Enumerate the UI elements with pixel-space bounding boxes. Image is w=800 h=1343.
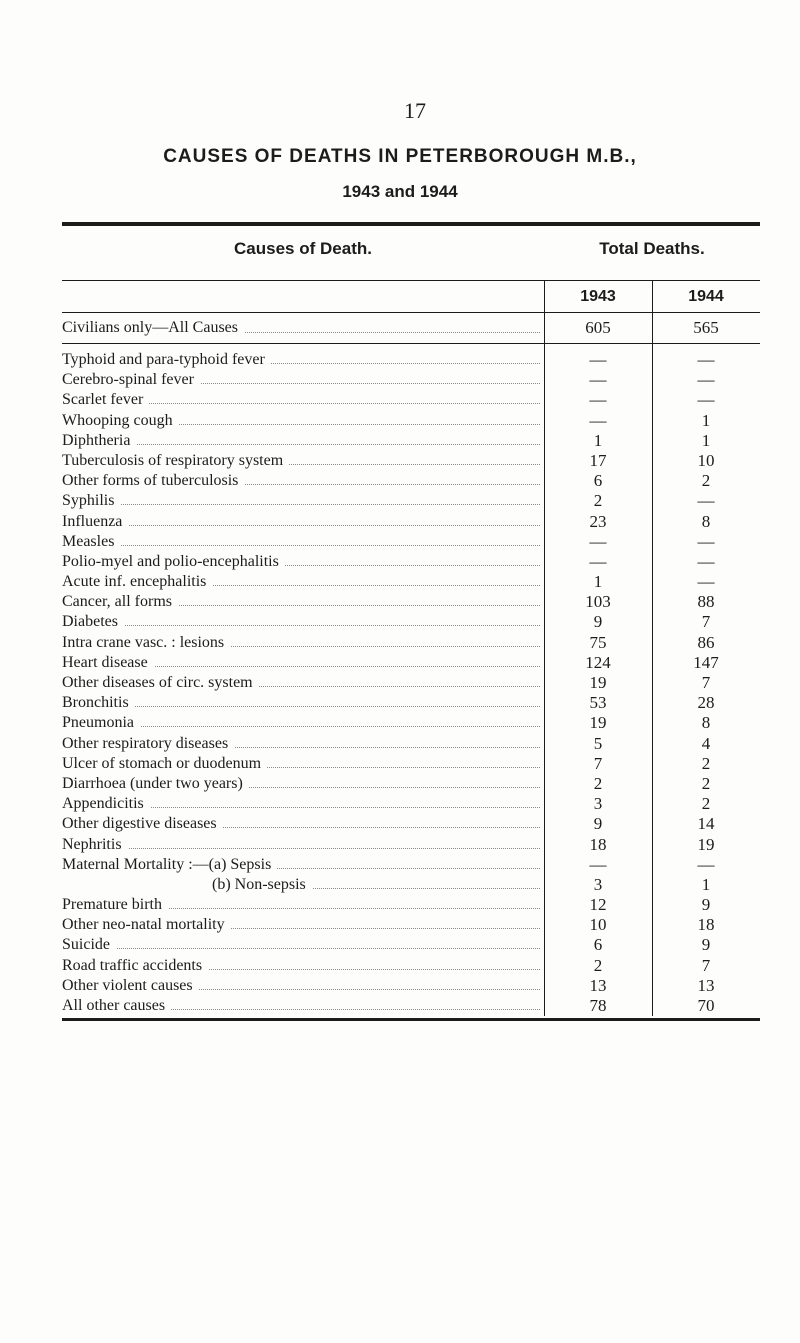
deaths-1944: 8 [701,511,711,531]
deaths-1943: 1 [593,572,603,592]
table-row [62,875,760,895]
deaths-1944: 13 [697,975,715,995]
cause-label: Road traffic accidents [62,957,208,974]
leader-dots [68,948,540,949]
table-row [62,794,760,814]
cause-label: Other diseases of circ. system [62,674,259,691]
page-subtitle: 1943 and 1944 [342,182,458,201]
table-row [62,693,760,713]
cause-label: Appendicitis [62,795,150,812]
row-label [62,814,540,834]
table-header [62,226,760,281]
table-row [62,471,760,491]
table-row [62,956,760,976]
deaths-1944: 28 [697,693,715,713]
deaths-1944: 70 [697,996,715,1015]
deaths-1944: 9 [701,895,711,915]
deaths-1944: 9 [701,935,711,955]
row-label [62,754,540,774]
table-row [62,491,760,511]
deaths-1943: — [589,370,607,390]
row-label [62,996,540,1016]
deaths-1944: 2 [701,773,711,793]
deaths-1943: 12 [589,895,607,915]
deaths-1944: — [697,572,715,592]
table-row [62,754,760,774]
cause-label: Cerebro-spinal fever [62,371,200,388]
deaths-1944: 1 [701,430,711,450]
cause-label: Intra crane vasc. : lesions [62,634,230,651]
table-row [62,612,760,632]
civilians-label: Civilians only—All Causes [62,319,244,336]
cause-label: Other respiratory diseases [62,735,234,752]
row-label [62,552,540,572]
civilians-total-row [62,313,760,344]
row-label [62,713,540,733]
deaths-1943: 78 [589,996,607,1015]
deaths-1943: — [589,531,607,551]
row-label [62,471,540,491]
cause-label: Acute inf. encephalitis [62,573,212,590]
cause-label: Other digestive diseases [62,815,223,832]
deaths-1943: 2 [593,955,603,975]
deaths-1944: 147 [693,652,719,672]
table-row [62,512,760,532]
deaths-1943: 9 [593,612,603,632]
deaths-1943: 103 [585,592,611,612]
deaths-1943: 9 [593,814,603,834]
deaths-1944: 19 [697,834,715,854]
year-header-row [62,281,760,313]
deaths-1944: 7 [701,673,711,692]
row-label [62,390,540,410]
row-label [62,572,540,592]
deaths-1943: 53 [589,693,607,713]
leader-dots [68,545,540,546]
row-label [62,451,540,471]
cause-label: Measles [62,533,120,550]
cause-label: Influenza [62,513,128,530]
row-label [62,512,540,532]
deaths-1943: — [589,390,607,410]
deaths-1943: 2 [593,773,603,793]
deaths-1944: — [697,390,715,410]
row-label [62,350,540,370]
cause-label: Whooping cough [62,412,179,429]
table-row [62,653,760,673]
cause-label: Cancer, all forms [62,593,178,610]
row-label [62,794,540,814]
deaths-1943: 124 [585,652,611,672]
row-label [62,612,540,632]
row-label [62,956,540,976]
deaths-1944: 7 [701,612,711,632]
table-row [62,370,760,390]
row-label [62,895,540,915]
table-row [62,996,760,1016]
cause-label: (b) Non-sepsis [62,876,312,893]
table-row [62,774,760,794]
row-label [62,774,540,794]
deaths-1943: 17 [589,450,607,470]
deaths-1944: 10 [697,450,715,470]
deaths-1944: 1 [701,410,711,430]
table-row [62,532,760,552]
page-number: 17 [404,98,426,123]
deaths-1943: — [589,551,607,571]
leader-dots [68,706,540,707]
cause-label: Heart disease [62,654,154,671]
deaths-1943: 3 [593,794,603,814]
deaths-1943: — [589,350,607,369]
deaths-1943: 19 [589,673,607,692]
leader-dots [68,625,540,626]
cause-label: All other causes [62,997,171,1014]
row-label [62,855,540,875]
cause-label: Typhoid and para-typhoid fever [62,351,271,368]
table-row [62,855,760,875]
table-row [62,673,760,693]
table-row [62,935,760,955]
row-label [62,313,540,343]
table-row [62,592,760,612]
table-row [62,734,760,754]
row-label [62,653,540,673]
row-label [62,673,540,693]
table-row [62,915,760,935]
table-row [62,350,760,370]
deaths-1943: 75 [589,632,607,652]
leader-dots [68,444,540,445]
deaths-1944: 2 [701,753,711,773]
row-label [62,915,540,935]
cause-label: Premature birth [62,896,168,913]
cause-label: Pneumonia [62,714,140,731]
deaths-1944: — [697,854,715,874]
header-causes: Causes of Death. [234,239,372,258]
cause-label: Other violent causes [62,977,199,994]
civilians-1943: 605 [585,318,611,337]
deaths-1944: 1 [701,874,711,894]
year-1944-header: 1944 [688,288,724,305]
table-row [62,431,760,451]
row-label [62,875,540,895]
table-row [62,451,760,471]
cause-label: Suicide [62,936,116,953]
table-row [62,411,760,431]
deaths-1944: 14 [697,814,715,834]
civilians-1944: 565 [693,318,719,337]
deaths-1943: 18 [589,834,607,854]
row-label [62,370,540,390]
deaths-1943: 7 [593,753,603,773]
deaths-1944: 7 [701,955,711,975]
cause-label: Other forms of tuberculosis [62,472,244,489]
deaths-1943: 6 [593,471,603,491]
cause-label: Ulcer of stomach or duodenum [62,755,267,772]
cause-label: Scarlet fever [62,391,149,408]
leader-dots [68,525,540,526]
cause-label: Maternal Mortality :—(a) Sepsis [62,856,277,873]
deaths-1943: 3 [593,874,603,894]
row-label [62,693,540,713]
table-row [62,633,760,653]
deaths-1943: — [589,854,607,874]
leader-dots [68,848,540,849]
deaths-1944: 88 [697,592,715,612]
row-label [62,592,540,612]
cause-label: Bronchitis [62,694,135,711]
row-label [62,633,540,653]
deaths-1944: — [697,531,715,551]
table-row [62,814,760,834]
table-row [62,572,760,592]
row-label [62,935,540,955]
deaths-1944: 86 [697,632,715,652]
deaths-1943: 10 [589,915,607,935]
cause-label: Syphilis [62,492,120,509]
cause-label: Tuberculosis of respiratory system [62,452,289,469]
table-row [62,976,760,996]
cause-label: Diphtheria [62,432,136,449]
cause-label: Diabetes [62,613,124,630]
row-label [62,491,540,511]
deaths-1943: 1 [593,430,603,450]
row-label [62,734,540,754]
row-label [62,835,540,855]
table-row [62,895,760,915]
header-total-deaths: Total Deaths. [599,239,705,258]
table-row [62,390,760,410]
row-label [62,411,540,431]
leader-dots [68,504,540,505]
table-bottom-rule [62,1018,760,1021]
row-label [62,976,540,996]
deaths-1943: 23 [589,511,607,531]
row-label [62,532,540,552]
deaths-1944: 4 [701,733,711,753]
deaths-1943: 13 [589,975,607,995]
deaths-1944: — [697,491,715,511]
year-1943-header: 1943 [580,288,616,305]
page-title: CAUSES OF DEATHS IN PETERBOROUGH M.B., [163,146,637,167]
table-row [62,713,760,733]
deaths-1943: 2 [593,491,603,511]
table-body [62,344,760,1016]
deaths-1944: 18 [697,915,715,935]
deaths-1943: 6 [593,935,603,955]
deaths-1943: — [589,410,607,430]
row-label [62,431,540,451]
deaths-1943: 19 [589,713,607,733]
cause-label: Other neo-natal mortality [62,916,231,933]
deaths-1944: 2 [701,794,711,814]
table-row [62,552,760,572]
deaths-1943: 5 [593,733,603,753]
cause-label: Nephritis [62,836,128,853]
deaths-1944: — [697,551,715,571]
deaths-1944: — [697,350,715,369]
deaths-1944: 8 [701,713,711,733]
causes-of-death-table [62,222,760,1021]
deaths-1944: — [697,370,715,390]
table-row [62,835,760,855]
cause-label: Polio-myel and polio-encephalitis [62,553,285,570]
cause-label: Diarrhoea (under two years) [62,775,249,792]
deaths-1944: 2 [701,471,711,491]
